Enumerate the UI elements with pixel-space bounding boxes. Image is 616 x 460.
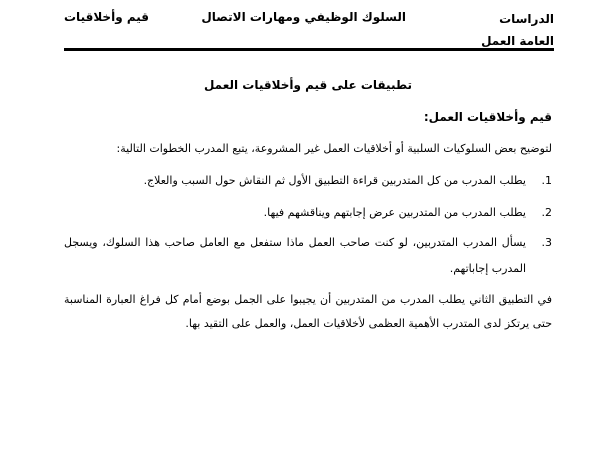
list-item-text: يطلب المدرب من كل المتدربين قراءة التطبيق الأول ثم النقاش حول السبب والعلاج. — [143, 174, 526, 187]
list-item-number: 3. — [541, 236, 552, 249]
page-title: تطبيقات على قيم وأخلاقيات العمل — [203, 78, 413, 92]
header-course-label: الدراسات العامة العمل — [481, 12, 554, 48]
list-item — [64, 168, 552, 194]
list-item — [64, 200, 552, 226]
section-heading: قيم وأخلاقيات العمل: — [423, 110, 552, 124]
page-header — [64, 8, 554, 48]
header-divider — [64, 48, 554, 51]
list-item-number: 2. — [541, 206, 552, 219]
list-item-text: يسأل المدرب المتدربين، لو كنت صاحب العمل ماذا ستفعل مع العامل صاحب هذا السلوك، ويسجل المدرب إجاباتهم. — [64, 236, 526, 275]
intro-paragraph: لتوضيح بعض السلوكيات السلبية أو أخلاقيات العمل غير المشروعة، يتبع المدرب الخطوات التالية: — [116, 142, 552, 155]
list-item-number: 1. — [541, 174, 552, 187]
header-unit-label: قيم وأخلاقيات — [64, 10, 149, 24]
list-item — [64, 230, 552, 282]
header-module-label: السلوك الوظيفي ومهارات الاتصال — [201, 10, 406, 24]
closing-paragraph: في التطبيق الثاني يطلب المدرب من المتدربين أن يجيبوا على الجمل بوضع أمام كل فراغ العبارة المناسبة حتى يرتكز لدى المتدرب الأهمية العظمى لأخلاقيات العمل، والعمل على التقيد بها. — [64, 293, 552, 330]
list-item-text: يطلب المدرب من المتدربين عرض إجابتهم ويناقشهم فيها. — [263, 206, 526, 219]
